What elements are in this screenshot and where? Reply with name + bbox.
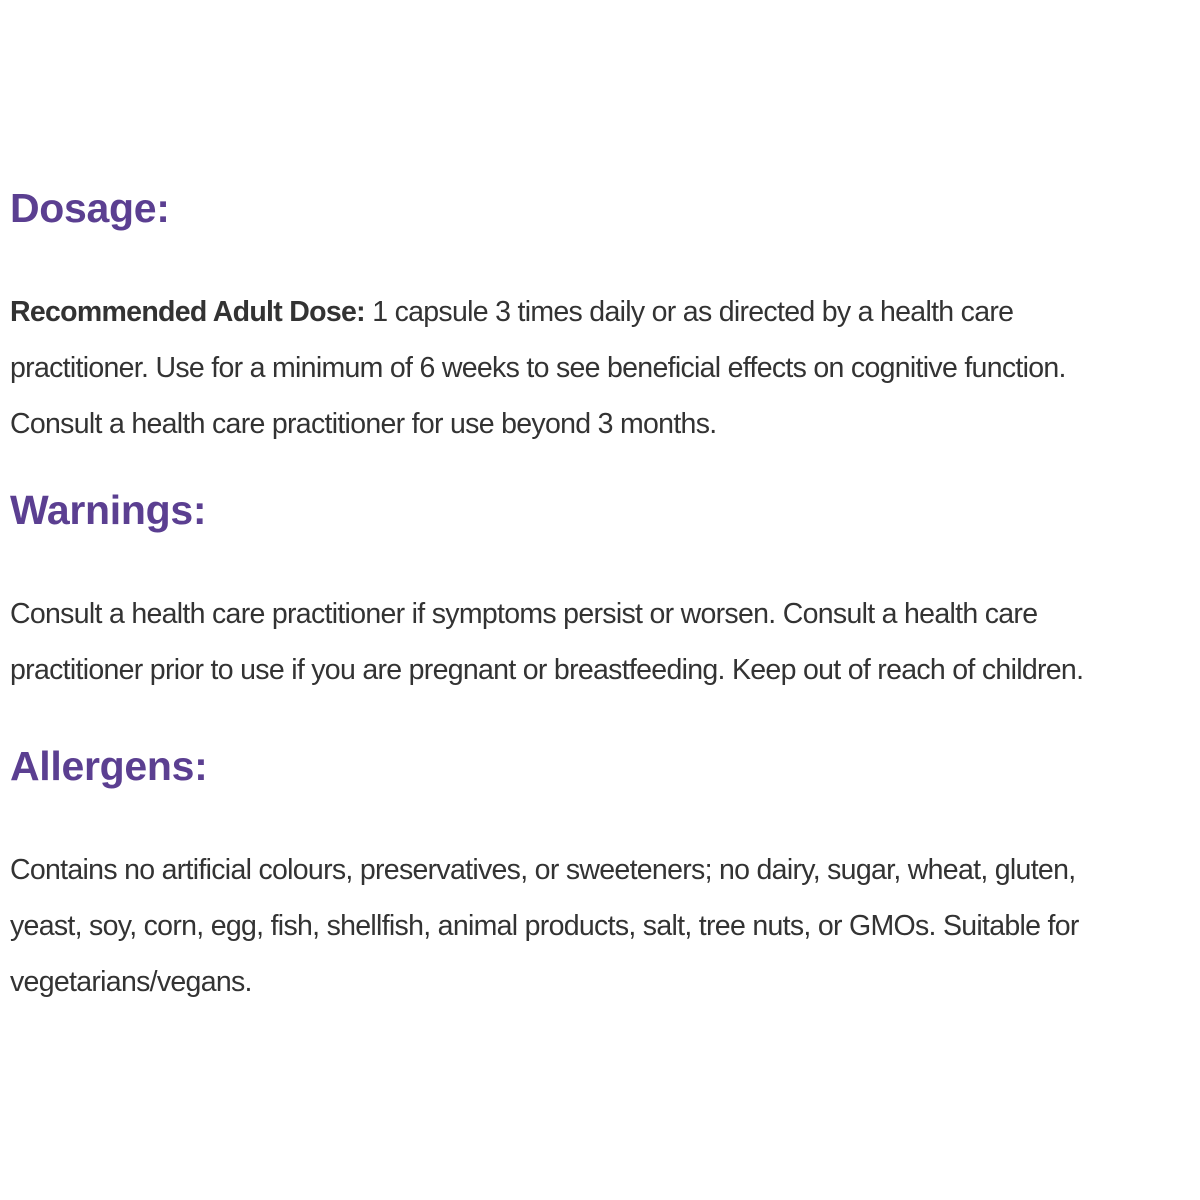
allergens-heading: Allergens: [10,743,208,789]
allergens-line-2: yeast, soy, corn, egg, fish, shellfish, animal products, salt, tree nuts, or GMOs. Suitable for [10,910,1079,942]
recommended-dose-label: Recommended Adult Dose: [10,296,365,328]
allergens-text [10,842,1200,1010]
dosage-text [10,284,1200,452]
warnings-section [10,484,1200,698]
warnings-line-1: Consult a health care practitioner if symptoms persist or worsen. Consult a health care [10,598,1038,630]
dosage-heading: Dosage: [10,185,170,231]
dosage-line-2: practitioner. Use for a minimum of 6 weeks to see beneficial effects on cognitive function. [10,352,1066,384]
dosage-line-3: Consult a health care practitioner for use beyond 3 months. [10,408,717,440]
dosage-line-1 [10,284,1200,340]
warnings-line-2: practitioner prior to use if you are pregnant or breastfeeding. Keep out of reach of children. [10,654,1084,686]
dosage-section [10,182,1200,452]
allergens-line-3: vegetarians/vegans. [10,966,252,998]
allergens-line-1: Contains no artificial colours, preservatives, or sweeteners; no dairy, sugar, wheat, gluten, [10,854,1076,886]
allergens-section [10,740,1200,1010]
dosage-line-1-text: 1 capsule 3 times daily or as directed by a health care [364,296,1014,328]
warnings-heading: Warnings: [10,487,207,533]
warnings-text [10,586,1200,698]
